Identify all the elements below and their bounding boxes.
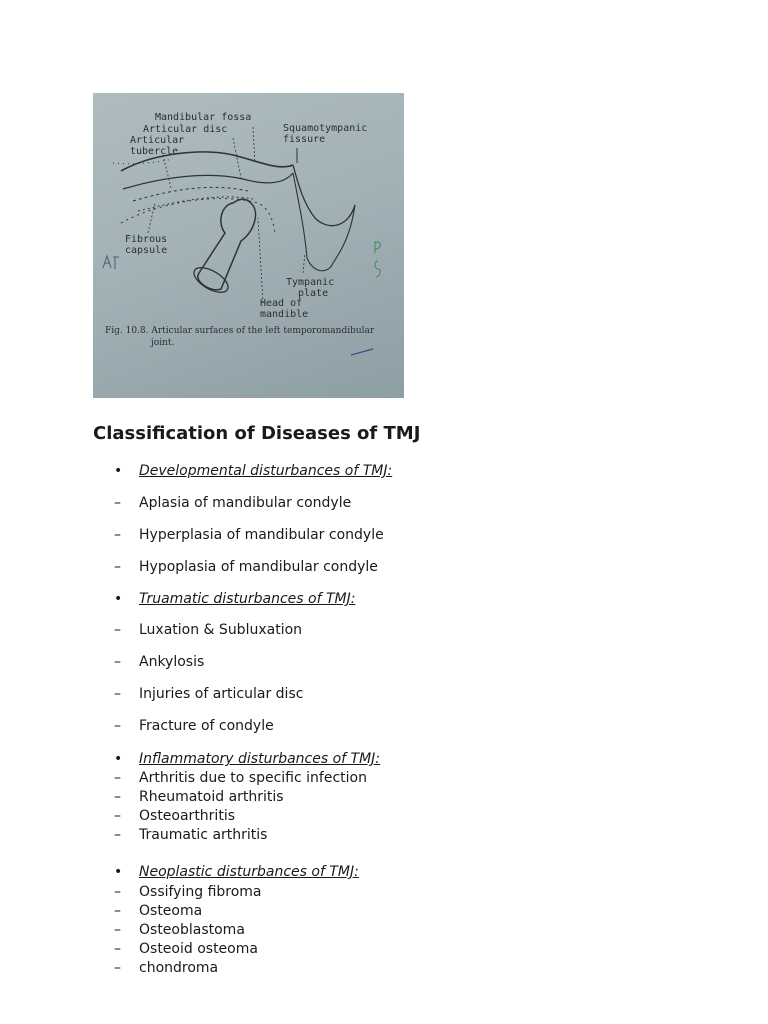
- label-tympanic-plate-1: Tympanic: [286, 277, 335, 288]
- label-head-of-mandible-1: Head of: [260, 298, 303, 309]
- dash-marker: –: [114, 808, 121, 824]
- dash-marker: –: [114, 718, 121, 734]
- dash-marker: –: [114, 884, 121, 900]
- category-heading: [114, 462, 392, 480]
- label-mandibular-fossa: Mandibular fossa: [155, 112, 252, 123]
- bullet-marker: •: [114, 591, 123, 607]
- label-tympanic-plate-2: plate: [298, 288, 329, 299]
- dash-marker: –: [114, 559, 121, 575]
- list-item-text: Hypoplasia of mandibular condyle: [139, 559, 378, 575]
- list-item: [114, 621, 302, 639]
- list-item: [114, 883, 262, 901]
- list-item-text: Aplasia of mandibular condyle: [139, 495, 352, 511]
- bullet-marker: •: [114, 463, 123, 479]
- bullet-marker: •: [114, 864, 123, 880]
- list-item: [114, 526, 384, 544]
- list-item: [114, 788, 284, 806]
- list-item: [114, 959, 218, 977]
- dash-marker: –: [114, 654, 121, 670]
- label-articular-disc: Articular disc: [143, 124, 228, 135]
- list-item: [114, 653, 204, 671]
- list-item-text: Osteoblastoma: [139, 922, 245, 938]
- label-squamotympanic-2: fissure: [283, 134, 326, 145]
- category-heading: [114, 863, 359, 881]
- list-item-text: Arthritis due to specific infection: [139, 770, 367, 786]
- dash-marker: –: [114, 527, 121, 543]
- list-item: [114, 769, 367, 787]
- dash-marker: –: [114, 770, 121, 786]
- list-item: [114, 717, 274, 735]
- list-item: [114, 685, 303, 703]
- dash-marker: –: [114, 686, 121, 702]
- category-heading: [114, 590, 355, 608]
- category-heading-text: Neoplastic disturbances of TMJ:: [139, 864, 359, 880]
- label-head-of-mandible-2: mandible: [260, 309, 309, 320]
- list-item: [114, 494, 351, 512]
- list-item-text: Luxation & Subluxation: [139, 622, 303, 638]
- list-item-text: Ankylosis: [139, 654, 205, 670]
- list-item-text: Hyperplasia of mandibular condyle: [139, 527, 384, 543]
- list-item-text: Rheumatoid arthritis: [139, 789, 284, 805]
- dash-marker: –: [114, 903, 121, 919]
- figure-caption-line-1: Fig. 10.8. Articular surfaces of the left temporomandibular: [105, 326, 375, 336]
- label-fibrous-capsule-1: Fibrous: [125, 234, 168, 245]
- list-item: [114, 807, 235, 825]
- list-item-text: Ossifying fibroma: [139, 884, 262, 900]
- category-heading-text: Truamatic disturbances of TMJ:: [139, 591, 356, 607]
- category-heading-text: Developmental disturbances of TMJ:: [139, 463, 393, 479]
- tmj-diagram: [93, 93, 404, 398]
- list-item: [114, 826, 267, 844]
- document-title: Classification of Diseases of TMJ: [93, 423, 421, 444]
- dash-marker: –: [114, 922, 121, 938]
- tmj-figure-photo: [93, 93, 404, 398]
- dash-marker: –: [114, 827, 121, 843]
- bullet-marker: •: [114, 751, 123, 767]
- list-item-text: Injuries of articular disc: [139, 686, 304, 702]
- list-item: [114, 921, 245, 939]
- dash-marker: –: [114, 960, 121, 976]
- list-item-text: Traumatic arthritis: [139, 827, 268, 843]
- figure-caption-line-2: joint.: [151, 338, 175, 348]
- label-squamotympanic-1: Squamotympanic: [283, 123, 368, 134]
- category-heading: [114, 750, 380, 768]
- dash-marker: –: [114, 622, 121, 638]
- list-item: [114, 940, 258, 958]
- list-item: [114, 558, 378, 576]
- list-item-text: Fracture of condyle: [139, 718, 274, 734]
- list-item-text: Osteoarthritis: [139, 808, 235, 824]
- label-articular-tubercle-1: Articular: [130, 135, 185, 146]
- dash-marker: –: [114, 789, 121, 805]
- list-item: [114, 902, 202, 920]
- list-item-text: Osteoma: [139, 903, 203, 919]
- category-heading-text: Inflammatory disturbances of TMJ:: [139, 751, 381, 767]
- label-fibrous-capsule-2: capsule: [125, 245, 168, 256]
- list-item-text: Osteoid osteoma: [139, 941, 258, 957]
- dash-marker: –: [114, 941, 121, 957]
- dash-marker: –: [114, 495, 121, 511]
- list-item-text: chondroma: [139, 960, 219, 976]
- label-articular-tubercle-2: tubercle: [130, 146, 179, 157]
